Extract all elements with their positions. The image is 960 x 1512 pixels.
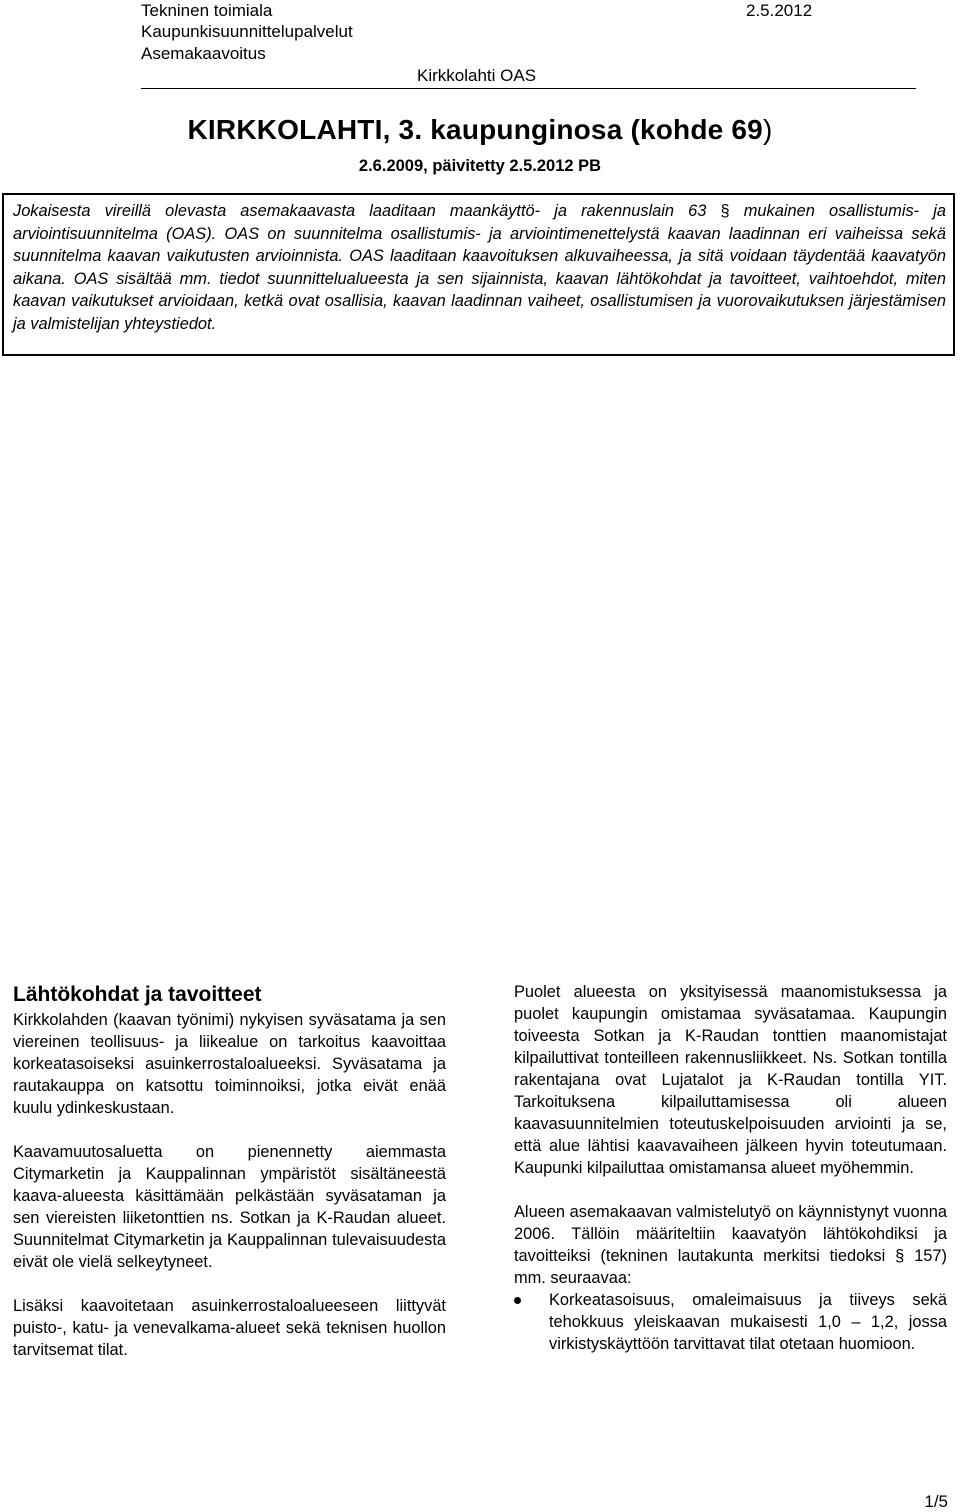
subunit-label: Asemakaavoitus (141, 44, 266, 63)
list-item (514, 1289, 947, 1355)
left-paragraph-3: Lisäksi kaavoitetaan asuinkerrostaloalueeseen liittyvät puisto-, katu- ja venevalkama-alueet sekä teknisen huollon tarvitsemat tilat. (13, 1297, 446, 1359)
left-paragraph-1: Kirkkolahden (kaavan työnimi) nykyisen syväsatama ja sen viereinen teollisuus- ja liikealue on tarkoitus kaavoittaa korkeatasoiseksi asuinkerrostaloalueeksi. Syväsatama ja rautakauppa on katsottu toiminnoiksi, jotka eivät enää kuulu ydinkeskustaan. (13, 1011, 446, 1117)
page-subtitle: 2.6.2009, päivitetty 2.5.2012 PB (358, 157, 602, 175)
left-column (13, 981, 446, 1361)
intro-part2: mukainen osallistumis- ja arviointisuunnitelma (OAS). OAS on suunnitelma osallistumis- ja arviointimenettelystä kaavan laadinnan eri vaiheissa sekä suunnitelma kaavan vaikutusten arvioinnista. OAS laaditaan kaavoituksen alkuvaiheessa, ja sitä voidaan täydentää kaavatyön aikana. OAS sisältää mm. tiedot suunnittelualueesta ja sen sijainnista, kaavan lähtökohdat ja tavoitteet, vaihtoehdot, miten kaavan vaikutukset arvioidaan, ketkä ovat osallisia, kaavan laadinnan vaiheet, osallistumisen ja vuorovaikutuksen järjestämisen ja valmistelijan yhteystiedot. (13, 202, 947, 333)
right-paragraph-2a: Alueen asemakaavan valmistelutyö on käynnistynyt vuonna 2006. Tällöin määriteltiin kaavatyön lähtökohdiksi ja tavoitteiksi (tekninen lautakunta merkitsi tiedoksi (514, 1203, 947, 1265)
left-paragraph-2: Kaavamuutosaluetta on pienennetty aiemmasta Citymarketin ja Kauppalinnan ympäristöt sisältäneestä kaava-alueesta käsittämään pelkästään syväsataman ja sen viereisten liiketonttien ns. Sotkan ja K-Raudan alueet. Suunnitelmat Citymarketin ja Kauppalinnan tulevaisuudesta eivät ole vielä selkeytyneet. (13, 1143, 446, 1271)
page-number: 1/5 (924, 1492, 948, 1511)
document-date: 2.5.2012 (746, 1, 813, 20)
intro-box (2, 193, 955, 356)
unit-label: Kaupunkisuunnittelupalvelut (141, 22, 353, 41)
bullet-icon (514, 1297, 521, 1304)
right-paragraph-2b: 157) mm. seuraavaa: (514, 1247, 947, 1287)
title-text: KIRKKOLAHTI, 3. kaupunginosa (kohde 69 (187, 114, 763, 145)
intro-text (4, 195, 953, 336)
department-label: Tekninen toimiala (141, 1, 273, 20)
section-heading: Lähtökohdat ja tavoitteet (13, 983, 262, 1006)
section-sign: § (895, 1247, 905, 1265)
list-item-text: Korkeatasoisuus, omaleimaisuus ja tiiveys sekä tehokkuus yleiskaavan mukaisesti 1,0 – 1,2, jossa virkistyskäyttöön tarvittavat tilat otetaan huomioon. (549, 1291, 947, 1353)
goals-list (514, 1289, 947, 1355)
right-paragraph-1: Puolet alueesta on yksityisessä maanomistuksessa ja puolet kaupungin omistamaa syväsatamaa. Kaupungin toiveesta Sotkan ja K-Raudan tonttien maanomistajat kilpailuttivat tonteilleen rakennusliikkeet. Ns. Sotkan tontilla rakentajana ovat Lujatalot ja K-Raudan tontilla YIT. Tarkoituksena kilpailuttamisessa oli alueen kaavasuunnitelmien toteutuskelpoisuuden arviointi ja se, että alue lähtisi kaavavaiheen jälkeen hyvin toteutumaan. Kaupunki kilpailuttaa omistamansa alueet myöhemmin. (514, 983, 947, 1177)
intro-part1: Jokaisesta vireillä olevasta asemakaavasta laaditaan maankäyttö- ja rakennuslain 63 (13, 202, 721, 220)
right-paragraph-2 (514, 1201, 947, 1289)
header-divider (141, 88, 916, 89)
right-column (514, 981, 947, 1355)
page-title (0, 114, 960, 146)
section-sign: § (720, 202, 730, 220)
title-paren: ) (762, 114, 773, 145)
document-name: Kirkkolahti OAS (417, 66, 537, 85)
